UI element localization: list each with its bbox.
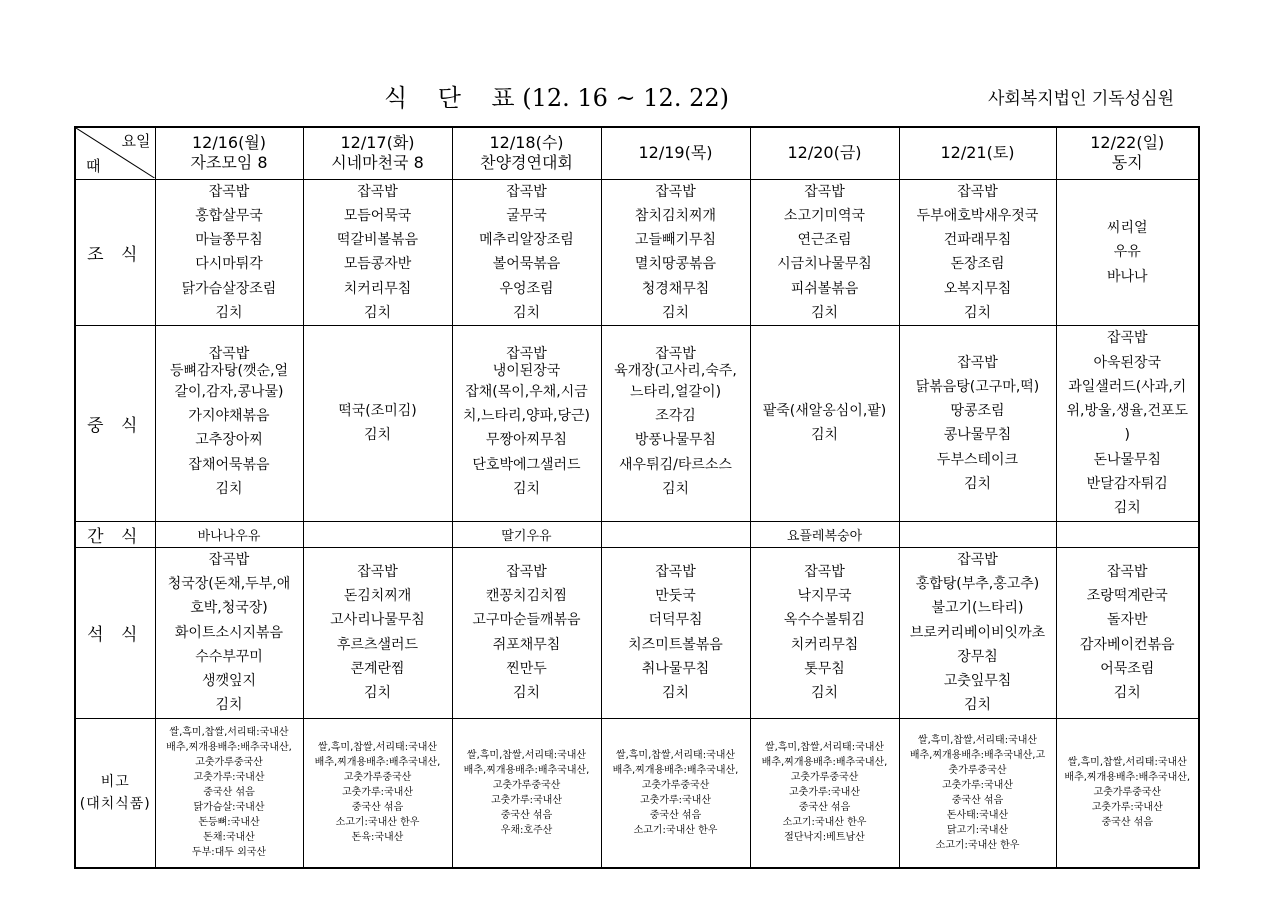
day-date: 12/22(일) <box>1090 133 1165 153</box>
origin-note: 중국산 섞음 <box>500 809 553 821</box>
breakfast-cell <box>899 179 1056 326</box>
lunch-row <box>75 326 1199 521</box>
menu-item: 메추리알장조림 <box>479 232 574 249</box>
snack-cell <box>303 521 452 547</box>
origin-note: 쌀,흑미,찹쌀,서리태:국내산 <box>764 742 885 754</box>
origin-note: 고춧가루중국산 <box>641 779 710 791</box>
dinner-cell <box>303 547 452 718</box>
menu-item: 닭볶음탕(고구마,떡) <box>915 378 1040 395</box>
note-cell <box>1056 718 1199 868</box>
day-header-1 <box>155 127 303 179</box>
menu-item: 취나물무침 <box>641 660 710 677</box>
menu-item: 오복지무침 <box>943 280 1012 297</box>
origin-note: 돈육:국내산 <box>351 832 404 844</box>
breakfast-row <box>75 179 1199 326</box>
origin-note: 중국산 섞음 <box>951 794 1004 806</box>
day-event: 찬양경연대회 <box>480 153 573 173</box>
day-date: 12/21(토) <box>940 143 1015 163</box>
menu-item: 톳무침 <box>804 660 845 677</box>
origin-note: 배추,찌개용배추:배추국내산, <box>314 757 441 769</box>
origin-note: 우채:호주산 <box>500 824 553 836</box>
menu-item: 캔꽁치김치찜 <box>485 588 568 605</box>
menu-item: 닭가슴살장조림 <box>181 280 277 297</box>
origin-note: 쌀,흑미,찹쌀,서리태:국내산 <box>917 734 1038 746</box>
menu-item: 땅콩조림 <box>950 403 1005 420</box>
menu-item: 치즈미트볼볶음 <box>628 636 723 653</box>
menu-item: 잡곡밥 <box>655 563 696 580</box>
menu-item: 아욱된장국 <box>1093 354 1162 371</box>
menu-item: 피쉬볼볶음 <box>790 280 859 297</box>
menu-item: 잡곡밥 <box>1106 330 1148 347</box>
menu-item: 홍합살무국 <box>195 207 263 224</box>
dinner-cell <box>1056 547 1199 718</box>
day-date: 12/20(금) <box>787 143 862 163</box>
menu-item: 육개장(고사리,숙주, <box>614 362 737 379</box>
origin-note: 두부:대두 외국산 <box>191 847 267 859</box>
menu-item: 화이트소시지볶음 <box>174 624 284 641</box>
menu-item: 더덕무침 <box>648 612 703 629</box>
menu-item: 조랑떡계란국 <box>1086 588 1168 605</box>
lunch-cell <box>601 326 750 521</box>
origin-note: 배추,찌개용배추:배추국내산,고 <box>909 749 1046 761</box>
menu-item: 반달감자튀김 <box>1086 476 1168 493</box>
page-title: 식 단 표 (12. 16 ~ 12. 22) <box>384 84 729 112</box>
origin-note: 고춧가루:국내산 <box>942 779 1013 791</box>
menu-item: 돈나물무침 <box>1093 451 1162 468</box>
menu-item: 생깻잎지 <box>201 673 257 690</box>
menu-item: 잡곡밥 <box>357 563 398 580</box>
menu-item: 잡곡밥 <box>208 551 250 568</box>
origin-note: 소고기:국내산 한우 <box>335 817 420 829</box>
origin-note: 배추,찌개용배추:배추국내산, <box>761 757 888 769</box>
origin-note: 쌀,흑미,찹쌀,서리태:국내산 <box>615 749 736 761</box>
menu-item: 잡곡밥 <box>506 183 547 200</box>
menu-item: 볼어묵볶음 <box>492 256 561 273</box>
menu-item: 잡곡밥 <box>957 551 998 568</box>
menu-item: 방풍나물무침 <box>634 432 717 449</box>
menu-item: ) <box>1124 427 1130 444</box>
menu-item: 브로커리베이비잇까초 <box>909 624 1046 641</box>
breakfast-cell <box>155 179 303 326</box>
menu-item: 갈이,감자,콩나물) <box>174 383 284 400</box>
menu-item: 불고기(느타리) <box>931 600 1024 617</box>
origin-note: 배추,찌개용배추:배추국내산, <box>612 764 739 776</box>
breakfast-cell <box>1056 179 1199 326</box>
origin-note: 쌀,흑미,찹쌀,서리태:국내산 <box>169 727 289 739</box>
menu-item: 김치 <box>215 697 243 714</box>
menu-item: 김치 <box>810 304 839 321</box>
menu-item: 건파래무침 <box>943 232 1012 249</box>
menu-item: 잡곡밥 <box>957 354 998 371</box>
lunch-cell <box>155 326 303 521</box>
snack-cell: 요플레복숭아 <box>750 521 899 547</box>
menu-item: 김치 <box>810 427 839 444</box>
menu-item: 우엉조림 <box>499 280 554 297</box>
origin-note: 중국산 섞음 <box>203 787 255 799</box>
breakfast-cell <box>452 179 601 326</box>
origin-note: 절단낙지:베트남산 <box>784 832 865 844</box>
day-date: 12/17(화) <box>340 133 415 153</box>
menu-item: 만둣국 <box>655 588 696 605</box>
menu-item: 어묵조림 <box>1100 660 1155 677</box>
dinner-cell <box>155 547 303 718</box>
day-header-4 <box>601 127 750 179</box>
menu-item: 치커리무침 <box>343 280 412 297</box>
snack-label: 간 식 <box>75 521 155 547</box>
menu-item: 치커리무침 <box>790 636 859 653</box>
note-cell <box>303 718 452 868</box>
menu-item: 멸치땅콩볶음 <box>634 256 717 273</box>
day-header-3 <box>452 127 601 179</box>
menu-item: 잡곡밥 <box>357 183 398 200</box>
origin-note: 닭가슴살:국내산 <box>193 802 265 814</box>
menu-item: 잡곡밥 <box>208 183 250 200</box>
menu-item: 김치 <box>1113 500 1141 517</box>
origin-note: 고춧가루:국내산 <box>193 772 265 784</box>
menu-item: 돌자반 <box>1106 612 1148 629</box>
menu-item: 잡곡밥 <box>655 183 696 200</box>
menu-item: 새우튀김/타르소스 <box>619 456 732 473</box>
lunch-cell <box>750 326 899 521</box>
menu-item: 잡채(목이,우채,시금 <box>465 383 588 400</box>
day-header-7 <box>1056 127 1199 179</box>
note-cell <box>899 718 1056 868</box>
menu-item: 김치 <box>661 480 690 497</box>
dinner-cell <box>601 547 750 718</box>
menu-item: 김치 <box>363 304 392 321</box>
menu-item: 치,느타리,양파,당근) <box>462 408 590 425</box>
lunch-cell <box>452 326 601 521</box>
menu-item: 우유 <box>1113 244 1141 261</box>
menu-item: 낙지무국 <box>797 588 852 605</box>
origin-note: 춧가루중국산 <box>948 764 1007 776</box>
organization-name: 사회복지법인 기독성심원 <box>987 89 1174 109</box>
dinner-cell <box>899 547 1056 718</box>
menu-item: 김치 <box>363 685 392 702</box>
menu-item: 청국장(돈채,두부,애 <box>167 575 291 592</box>
origin-note: 고춧가루중국산 <box>1093 787 1162 799</box>
origin-note: 소고기:국내산 한우 <box>782 817 867 829</box>
menu-item: 잡곡밥 <box>804 563 845 580</box>
lunch-cell <box>899 326 1056 521</box>
menu-item: 돈김치찌개 <box>343 588 412 605</box>
breakfast-cell <box>750 179 899 326</box>
snack-cell <box>1056 521 1199 547</box>
menu-item: 고춧잎무침 <box>943 673 1012 690</box>
menu-item: 씨리얼 <box>1106 219 1148 236</box>
origin-note: 돈등뼈:국내산 <box>198 817 260 829</box>
menu-item: 고사리나물무침 <box>330 612 425 629</box>
dinner-cell <box>750 547 899 718</box>
corner-meal-label: 때 <box>86 157 101 176</box>
menu-item: 소고기미역국 <box>783 207 866 224</box>
menu-item: 잡곡밥 <box>957 183 998 200</box>
menu-item: 김치 <box>661 685 690 702</box>
origin-note: 소고기:국내산 한우 <box>633 824 718 836</box>
day-event: 시네마천국 8 <box>331 153 424 173</box>
menu-item: 팥죽(새알옹심이,팥) <box>762 403 887 420</box>
menu-item: 김치 <box>363 427 392 444</box>
origin-note: 고춧가루중국산 <box>790 772 859 784</box>
breakfast-cell <box>601 179 750 326</box>
origin-note: 돈채:국내산 <box>203 832 255 844</box>
lunch-cell <box>1056 326 1199 521</box>
origin-note: 쌀,흑미,찹쌀,서리태:국내산 <box>317 742 438 754</box>
origin-note: 배추,찌개용배추:배추국내산, <box>463 764 590 776</box>
menu-item: 찐만두 <box>506 660 547 677</box>
menu-item: 가지야채볶음 <box>188 408 270 425</box>
origin-note: 배추,찌개용배추:배추국내산, <box>166 742 292 754</box>
menu-item: 홍합탕(부추,홍고추) <box>915 575 1040 592</box>
menu-item: 떡국(조미김) <box>338 403 417 420</box>
origin-note: 고춧가루중국산 <box>195 757 263 769</box>
origin-note: 돈사태:국내산 <box>946 809 1009 821</box>
origin-note: 닭고기:국내산 <box>946 824 1009 836</box>
menu-item: 바나나 <box>1106 268 1148 285</box>
menu-item: 굴무국 <box>506 207 547 224</box>
menu-item: 잡채어묵볶음 <box>188 456 270 473</box>
menu-item: 연근조림 <box>797 232 852 249</box>
menu-item: 콘계란찜 <box>350 660 405 677</box>
origin-note: 고춧가루:국내산 <box>640 794 711 806</box>
breakfast-cell <box>303 179 452 326</box>
origin-note: 소고기:국내산 한우 <box>935 839 1020 851</box>
menu-item: 떡갈비볼볶음 <box>336 232 419 249</box>
menu-item: 콩나물무침 <box>943 427 1012 444</box>
day-event: 동지 <box>1111 153 1143 173</box>
origin-note: 중국산 섞음 <box>1101 817 1153 829</box>
note-row <box>75 718 1199 868</box>
origin-note: 쌀,흑미,찹쌀,서리태:국내산 <box>466 749 587 761</box>
snack-row <box>75 521 1199 547</box>
dinner-row <box>75 547 1199 718</box>
menu-item: 김치 <box>810 685 839 702</box>
menu-item: 마늘쫑무침 <box>195 232 263 249</box>
menu-item: 잡곡밥 <box>208 345 250 362</box>
menu-item: 고구마순들깨볶음 <box>472 612 581 629</box>
origin-note: 고춧가루:국내산 <box>789 787 860 799</box>
origin-note: 고춧가루중국산 <box>343 772 412 784</box>
note-cell <box>601 718 750 868</box>
menu-item: 위,방울,생율,건포도 <box>1066 403 1189 420</box>
title-bar <box>0 78 1280 114</box>
note-label-line2: (대치식품) <box>79 795 151 812</box>
day-date: 12/16(월) <box>191 133 267 153</box>
note-label <box>75 718 155 868</box>
day-date: 12/18(수) <box>489 133 564 153</box>
note-cell <box>750 718 899 868</box>
menu-item: 후르츠샐러드 <box>336 636 419 653</box>
menu-item: 김치 <box>963 697 992 714</box>
menu-item: 모듬콩자반 <box>343 256 412 273</box>
origin-note: 배추,찌개용배추:배추국내산, <box>1064 772 1191 784</box>
origin-note: 고춧가루중국산 <box>492 779 561 791</box>
snack-cell: 딸기우유 <box>452 521 601 547</box>
menu-item: 장무침 <box>957 648 998 665</box>
header-row <box>75 127 1199 179</box>
menu-item: 호박,청국장) <box>190 600 268 617</box>
menu-item: 잡곡밥 <box>506 563 547 580</box>
corner-cell <box>75 127 155 179</box>
menu-item: 고들빼기무침 <box>634 232 717 249</box>
menu-item: 김치 <box>512 685 541 702</box>
menu-item: 단호박에그샐러드 <box>472 456 581 473</box>
menu-item: 수수부꾸미 <box>195 648 263 665</box>
lunch-label: 중 식 <box>75 326 155 521</box>
menu-item: 옥수수볼튀김 <box>783 612 866 629</box>
day-header-5 <box>750 127 899 179</box>
menu-item: 과일샐러드(사과,키 <box>1068 378 1187 395</box>
menu-item: 두부애호박새우젓국 <box>916 207 1039 224</box>
menu-item: 참치김치찌개 <box>634 207 717 224</box>
day-header-2 <box>303 127 452 179</box>
day-header-6 <box>899 127 1056 179</box>
origin-note: 중국산 섞음 <box>798 802 851 814</box>
menu-item: 쥐포채무침 <box>492 636 561 653</box>
menu-item: 느타리,얼갈이) <box>629 383 722 400</box>
menu-item: 김치 <box>215 304 243 321</box>
menu-item: 다시마튀각 <box>195 256 263 273</box>
lunch-cell <box>303 326 452 521</box>
origin-note: 고춧가루:국내산 <box>342 787 413 799</box>
note-cell <box>155 718 303 868</box>
origin-note: 쌀,흑미,찹쌀,서리태:국내산 <box>1067 757 1187 769</box>
menu-item: 잡곡밥 <box>804 183 845 200</box>
menu-item: 조각김 <box>655 408 696 425</box>
day-event: 자조모임 8 <box>190 153 268 173</box>
dinner-label: 석 식 <box>75 547 155 718</box>
menu-item: 김치 <box>963 476 992 493</box>
origin-note: 고춧가루:국내산 <box>491 794 562 806</box>
menu-item: 김치 <box>1113 685 1141 702</box>
snack-cell <box>899 521 1056 547</box>
menu-item: 청경채무침 <box>641 280 710 297</box>
menu-item: 두부스테이크 <box>936 451 1019 468</box>
menu-item: 김치 <box>661 304 690 321</box>
menu-item: 시금치나물무침 <box>777 256 872 273</box>
breakfast-label: 조 식 <box>75 179 155 326</box>
origin-note: 중국산 섞음 <box>351 802 404 814</box>
menu-item: 잡곡밥 <box>506 345 547 362</box>
menu-item: 무짱아찌무침 <box>485 432 568 449</box>
menu-item: 잡곡밥 <box>1106 563 1148 580</box>
menu-item: 냉이된장국 <box>492 362 561 379</box>
snack-cell: 바나나우유 <box>155 521 303 547</box>
menu-item: 등뼈감자탕(깻순,얼 <box>169 362 289 379</box>
menu-item: 감자베이컨볶음 <box>1079 636 1175 653</box>
menu-item: 김치 <box>215 480 243 497</box>
snack-cell <box>601 521 750 547</box>
origin-note: 고춧가루:국내산 <box>1091 802 1163 814</box>
origin-note: 중국산 섞음 <box>649 809 702 821</box>
menu-item: 김치 <box>512 480 541 497</box>
menu-item: 돈장조림 <box>950 256 1005 273</box>
menu-item: 잡곡밥 <box>655 345 696 362</box>
menu-item: 모듬어묵국 <box>343 207 412 224</box>
day-date: 12/19(목) <box>638 143 713 163</box>
menu-item: 고추장아찌 <box>195 432 263 449</box>
corner-day-label: 요일 <box>121 132 151 151</box>
menu-item: 김치 <box>963 304 992 321</box>
note-label-line1: 비고 <box>100 773 130 790</box>
dinner-cell <box>452 547 601 718</box>
menu-item: 김치 <box>512 304 541 321</box>
note-cell <box>452 718 601 868</box>
weekly-menu-table <box>74 126 1200 869</box>
